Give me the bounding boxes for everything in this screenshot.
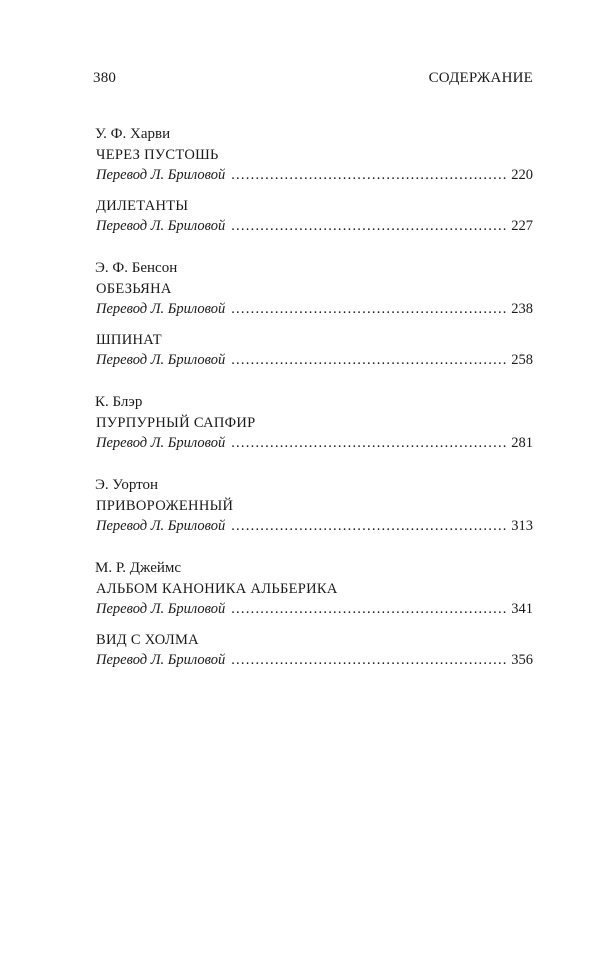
author-block	[96, 475, 533, 536]
toc-entry	[96, 197, 533, 236]
toc-entry	[96, 580, 533, 619]
author-name: М. Р. Джеймс	[95, 560, 182, 576]
author-block	[96, 258, 533, 370]
author-block	[96, 558, 533, 670]
page-ref: 341	[511, 601, 533, 617]
translator: Перевод Л. Бриловой	[96, 167, 226, 183]
table-of-contents	[96, 124, 533, 670]
toc-entry	[96, 146, 533, 185]
translator: Перевод Л. Бриловой	[96, 301, 226, 317]
translator: Перевод Л. Бриловой	[96, 518, 226, 534]
page-ref: 238	[511, 301, 533, 317]
page-ref: 356	[511, 652, 533, 668]
page-ref: 258	[511, 352, 533, 368]
running-header	[93, 70, 533, 94]
author-name: К. Блэр	[95, 394, 143, 410]
page-ref: 313	[511, 518, 533, 534]
translator-line	[96, 516, 533, 536]
work-title: ПРИВОРОЖЕННЫЙ	[96, 498, 234, 514]
work-title: ВИД С ХОЛМА	[96, 632, 199, 648]
translator-line	[96, 599, 533, 619]
dot-leader	[231, 299, 508, 319]
section-title: СОДЕРЖАНИЕ	[428, 70, 533, 86]
translator: Перевод Л. Бриловой	[96, 601, 226, 617]
work-title: ОБЕЗЬЯНА	[96, 281, 172, 297]
toc-entry	[96, 631, 533, 670]
work-title: АЛЬБОМ КАНОНИКА АЛЬБЕРИКА	[96, 581, 338, 597]
page-ref: 227	[511, 218, 533, 234]
dot-leader	[231, 599, 508, 619]
work-title: ПУРПУРНЫЙ САПФИР	[96, 415, 256, 431]
translator-line	[96, 650, 533, 670]
author-block	[96, 392, 533, 453]
dot-leader	[231, 516, 508, 536]
author-block	[96, 124, 533, 236]
dot-leader	[231, 350, 508, 370]
author-name: Э. Ф. Бенсон	[95, 260, 178, 276]
dot-leader	[231, 650, 508, 670]
translator: Перевод Л. Бриловой	[96, 352, 226, 368]
dot-leader	[231, 216, 508, 236]
author-name: Э. Уортон	[95, 477, 159, 493]
translator-line	[96, 165, 533, 185]
book-page	[93, 70, 533, 692]
work-title: ШПИНАТ	[96, 332, 162, 348]
toc-entry	[96, 331, 533, 370]
translator-line	[96, 299, 533, 319]
page-ref: 281	[511, 435, 533, 451]
toc-entry	[96, 497, 533, 536]
dot-leader	[231, 433, 508, 453]
page-ref: 220	[511, 167, 533, 183]
translator: Перевод Л. Бриловой	[96, 435, 226, 451]
dot-leader	[231, 165, 508, 185]
work-title: ЧЕРЕЗ ПУСТОШЬ	[96, 147, 219, 163]
toc-entry	[96, 280, 533, 319]
translator-line	[96, 216, 533, 236]
author-name: У. Ф. Харви	[95, 126, 171, 142]
work-title: ДИЛЕТАНТЫ	[96, 198, 189, 214]
translator: Перевод Л. Бриловой	[96, 652, 226, 668]
translator: Перевод Л. Бриловой	[96, 218, 226, 234]
toc-entry	[96, 414, 533, 453]
translator-line	[96, 350, 533, 370]
translator-line	[96, 433, 533, 453]
page-number: 380	[93, 70, 117, 86]
